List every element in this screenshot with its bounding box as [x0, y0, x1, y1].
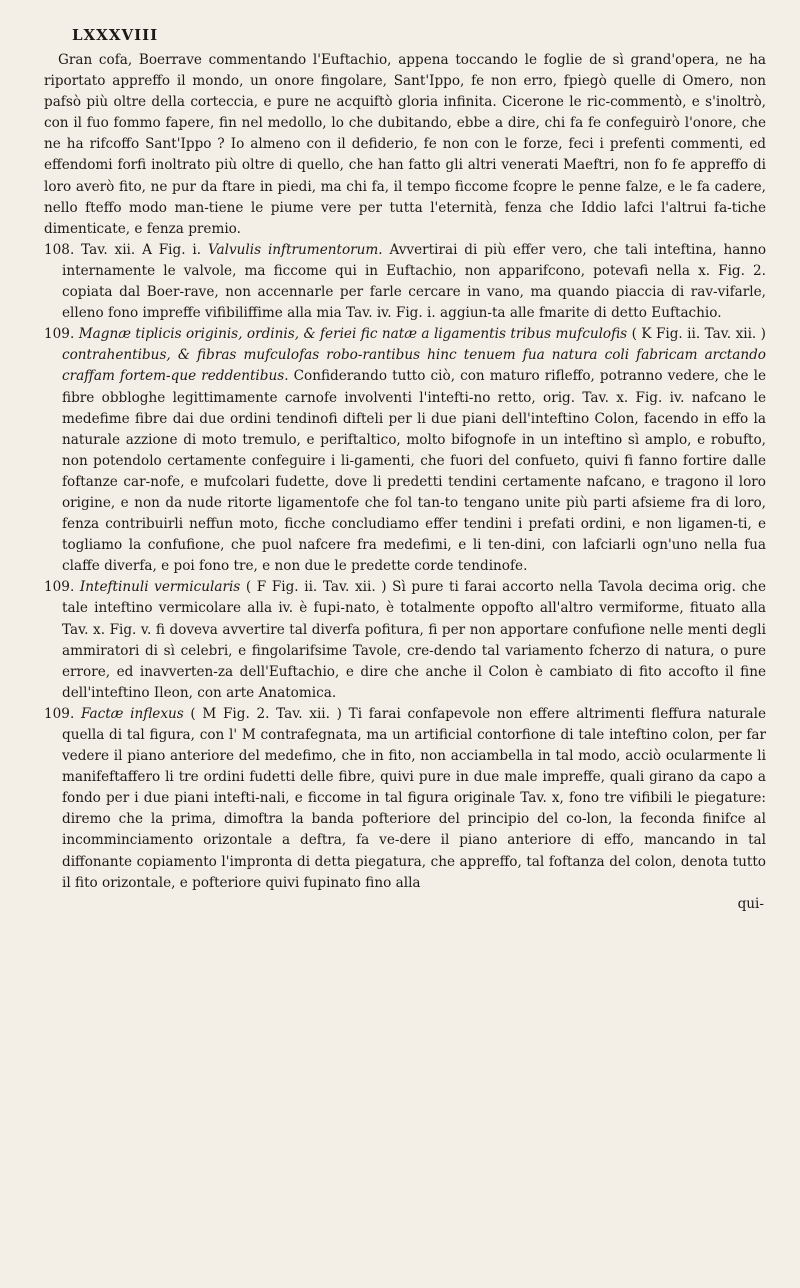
- latin-term: Factæ inflexus: [80, 705, 184, 722]
- paragraph-text: Confiderando tutto ciò, con maturo rifleffo, potranno vedere, che le fibre obbloghe legittimamente carnofe involventi l'intefti-no retto, orig. Tav. x. Fig. iv. nafcano le medefime fibre dai due ordini tendinofi difteli per li due piani dell'inteftino Colon, facendo in effo la naturale azzione di moto tremulo, e periftaltico, molto bifognofe in un inteftino sì amplo, e robufto, non potendolo certamente confeguire i li-gamenti, che fuori del confueto, quivi fi fanno fortire dalle foftanze car-nofe, e mufcolari fudette, dove li predetti tendini certamente nafcano, e tragono il loro origine, e non da nude ritorte ligamentofe che fol tan-to tengano unite più parti afsieme fra di loro, fenza contribuirli neffun moto, ficche concludiamo effer tendini i prefati ordini, e non ligamen-ti, e togliamo la confufione, che puol nafcere fra medefimi, e li ten-dini, con lafciarli ogn'uno nella fua claffe diverfa, e poi fono tre, e non due le predette corde tendinofe.: [62, 368, 766, 575]
- paragraph-text: Avvertirai di più effer vero, che tali inteftina, hanno internamente le valvole, ma ficcome qui in Euftachio, non apparifcono, potevafi nella x. Fig. 2. copiata dal Boer-rave, non accennarle per farle cercare in vano, ma quando piaccia di rav-vifarle, elleno fono impreffe vifibiliffime alla mia Tav. iv. Fig. i. aggiun-ta alle fmarite di detto Euftachio.: [62, 241, 767, 322]
- paragraph-number: 109.: [44, 705, 75, 722]
- paragraph-number: 108.: [44, 241, 75, 258]
- figure-reference: ( F Fig. ii. Tav. xii. ): [245, 579, 387, 596]
- paragraph-109-a: [44, 324, 766, 577]
- latin-term-continued: contrahentibus, & fibras mufculofas robo-rantibus hinc tenuem fua natura coli fabricam arctando craffam fortem-que reddentibus.: [62, 347, 766, 385]
- page-number: LXXXVIII: [72, 26, 159, 44]
- latin-term: Valvulis inftrumentorum.: [207, 241, 383, 258]
- paragraph-number: 109.: [44, 579, 75, 596]
- paragraph-text: Ti farai confapevole non effere altrimenti fleffura naturale quella di tal figura, con l' M contrafegnata, ma un artificial contorfione di tale inteftino colon, per far vedere il piano anteriore del medefimo, che in fito, non acciambella in tal modo, acciò ocularmente li manifeftaffero li tre ordini fudetti delle fibre, quivi pure in due male impreffe, quali girano da capo a fondo per i due piani intefti-nali, e ficcome in tal figura originale Tav. x, fono tre vifibili le piegature: diremo che la prima, dimoftra la banda pofteriore del principio del co-lon, la feconda finifce al incomminciamento orizontale a deftra, fa ve-dere il piano anteriore di effo, mancando in tal diffonante copiamento l'impronta di detta piegatura, che appreffo, tal foftanza del colon, denota tutto il fito orizontale, e pofteriore quivi fupinato fino alla: [62, 705, 767, 891]
- paragraph-number: 109.: [44, 326, 75, 343]
- figure-reference: Tav. xii. A Fig. i.: [81, 241, 202, 258]
- latin-term: Magnæ tiplicis originis, ordinis, & feriei fic natæ a ligamentis tribus mufculofis: [78, 326, 628, 343]
- paragraph-109-b: [44, 577, 766, 704]
- body-text: [44, 50, 766, 915]
- paragraph-text: Gran cofa, Boerrave commentando l'Euftachio, appena toccando le foglie de sì grand'opera, ne ha riportato appreffo il mondo, un onore fingolare, Sant'Ippo, fe non erro, fpiegò quelle di Omero, non pafsò più oltre della corteccia, e pure ne acquiftò gloria infinita. Cicerone le ric-commentò, e s'inoltrò, con il fuo fommo fapere, fin nel medollo, lo che dubitando, ebbe a dire, chi fa fe confeguirò l'onore, che ne ha rifcoffo Sant'Ippo ? Io almeno con il defiderio, fe non con le forze, feci i prefenti commenti, ed effendomi forfi inoltrato più oltre di quello, che han fatto gli altri venerati Maeftri, non fo fe appreffo di loro averò fito, ne pur da ftare in piedi, ma chi fa, il tempo ficcome fcopre le penne falze, e le fa cadere, nello fteffo modo man-tiene le piume vere per tutta l'eternità, fenza che Iddio lafci l'altrui fa-tiche dimenticate, e fenza premio.: [44, 52, 766, 237]
- paragraph-109-c: [44, 704, 766, 894]
- paragraph-intro: [44, 50, 766, 240]
- paragraph-text: Sì pure ti farai accorto nella Tavola decima orig. che tale inteftino vermicolare alla iv. è fupi-nato, è totalmente oppofto all'altro vermiforme, fituato alla Tav. x. Fig. v. fi doveva avvertire tal diverfa pofitura, fi per non apportare confufione nelle menti degli ammiratori di sì celebri, e fingolarifsime Tavole, cre-dendo tal variamento fcherzo di natura, o pure errore, ed inavverten-za dell'Euftachio, e dire che anche il Colon è cambiato di fito accofto il fine dell'inteftino Ileon, con arte Anatomica.: [62, 579, 766, 701]
- paragraph-108: [44, 240, 766, 324]
- figure-reference: ( K Fig. ii. Tav. xii. ): [631, 326, 766, 343]
- catchword: qui-: [737, 895, 764, 912]
- latin-term: Inteftinuli vermicularis: [79, 579, 241, 596]
- figure-reference: ( M Fig. 2. Tav. xii. ): [190, 705, 342, 722]
